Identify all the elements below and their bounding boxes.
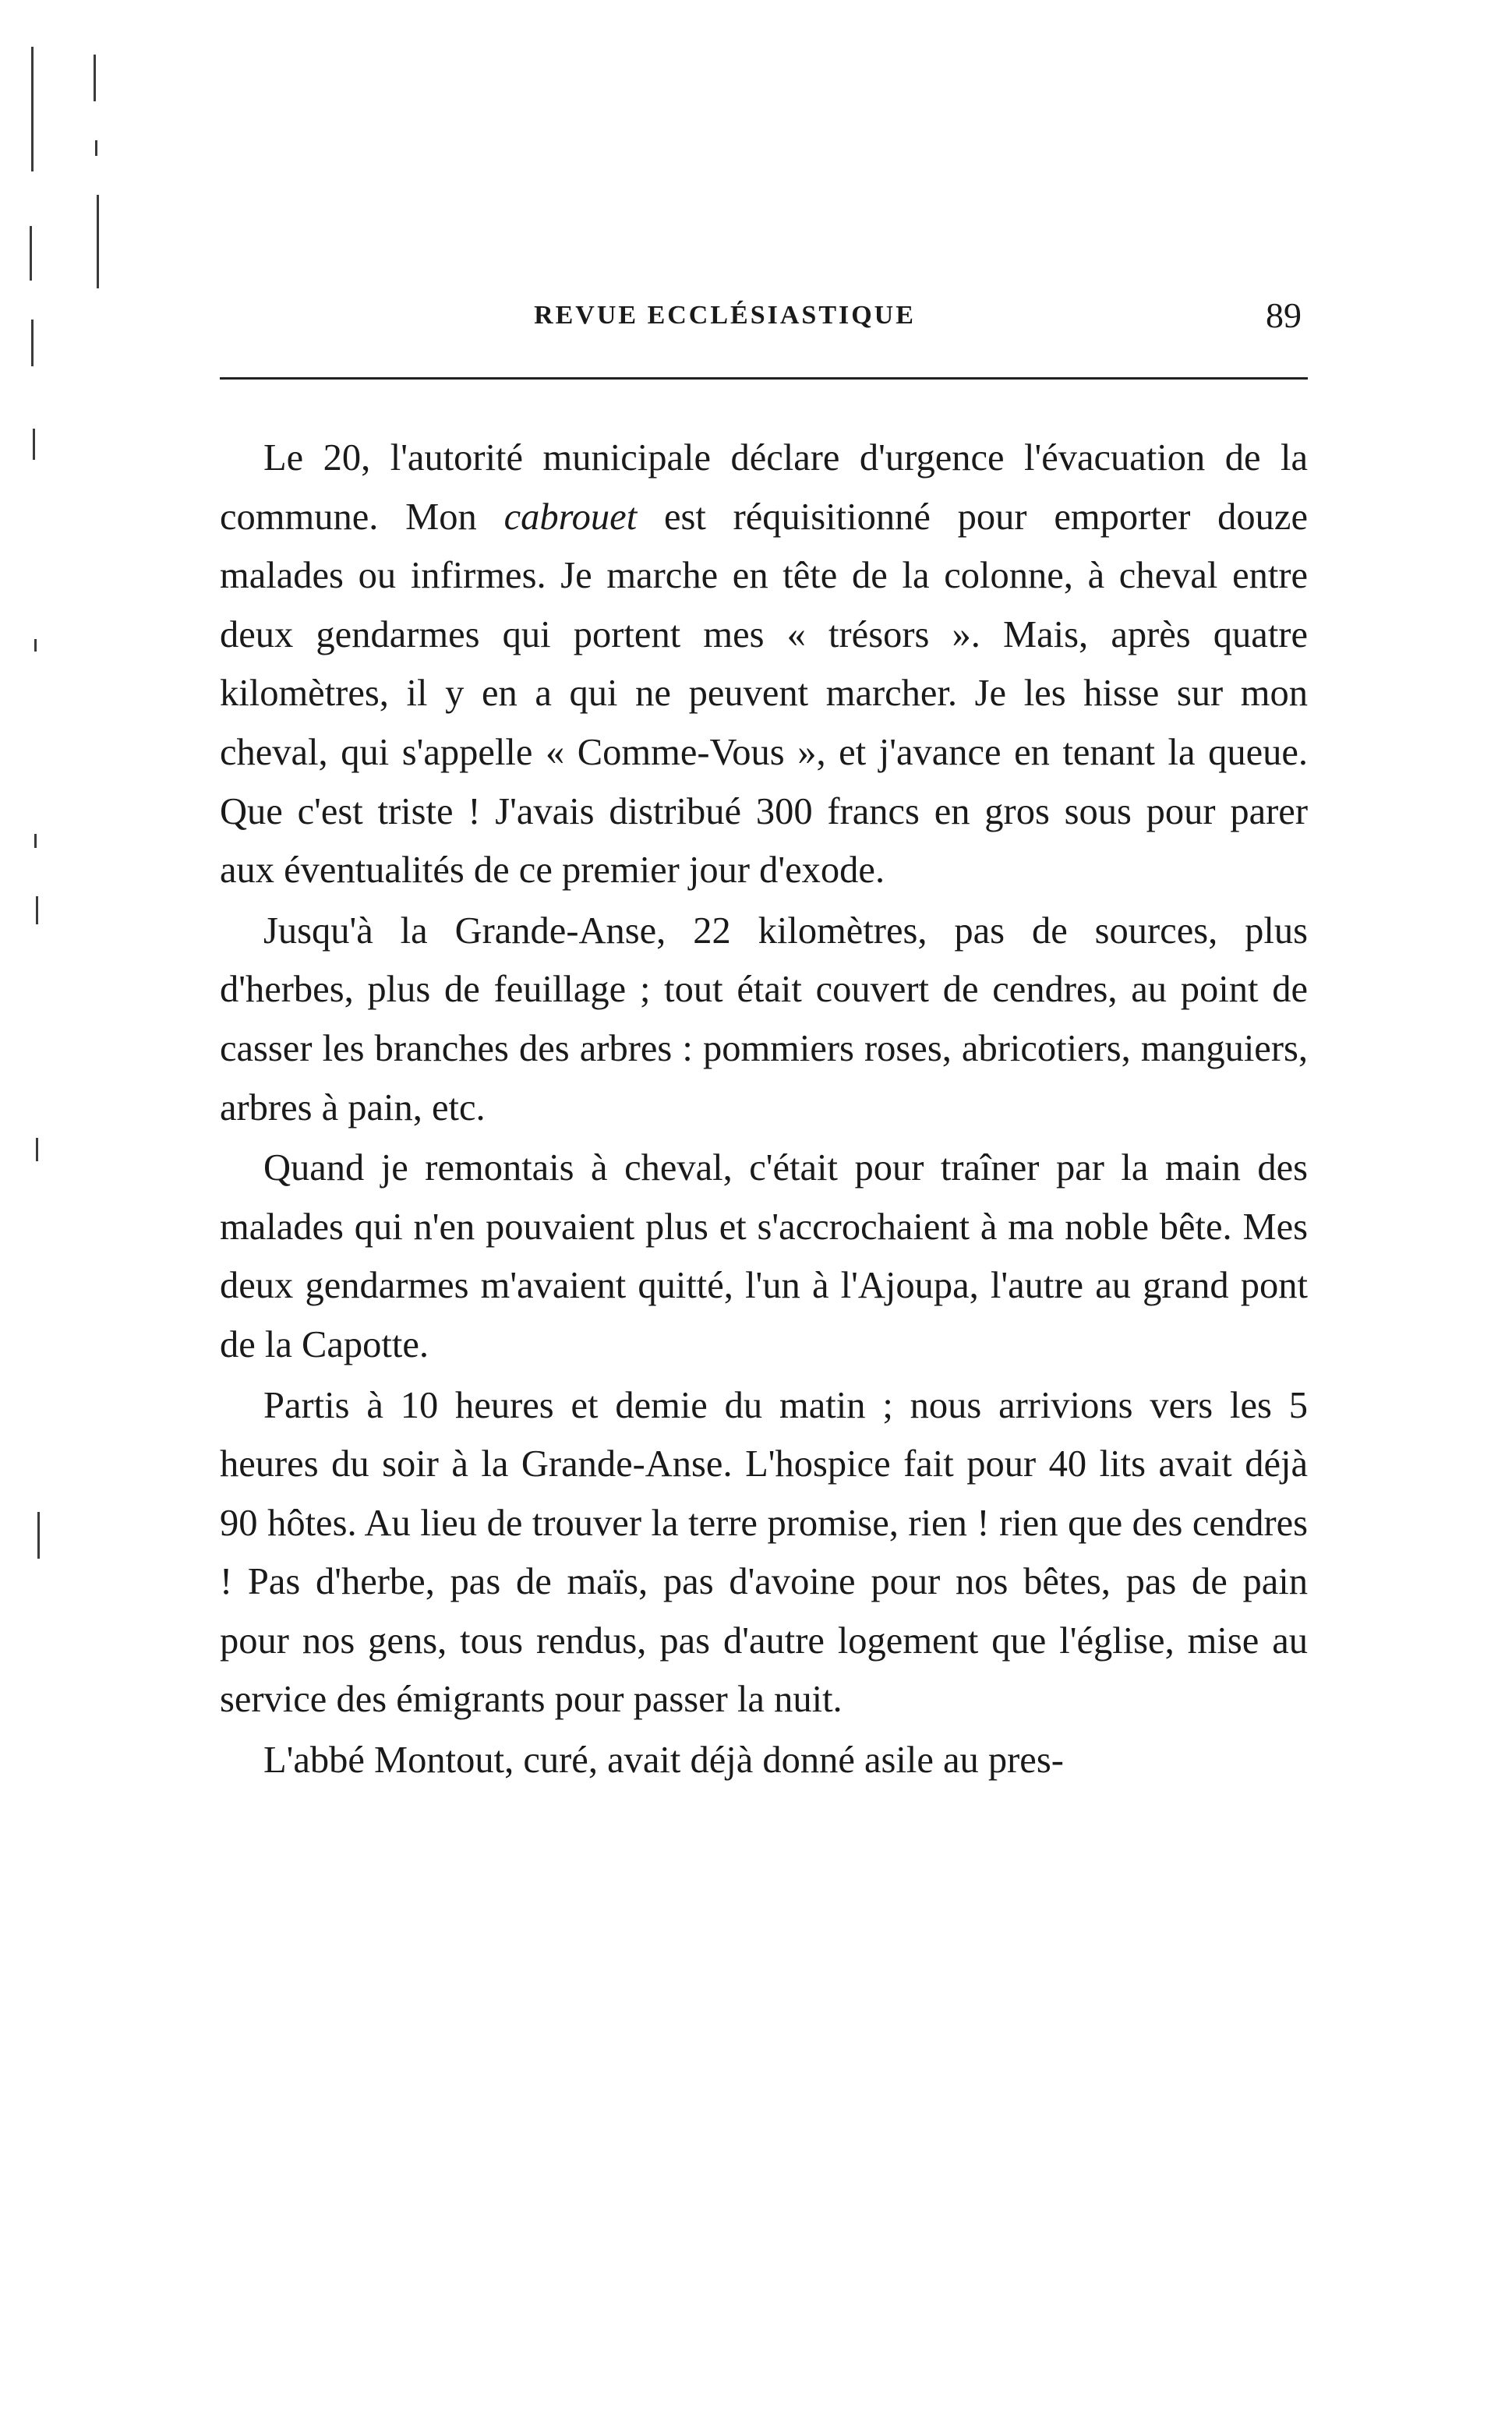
scan-margin-artifacts	[28, 47, 114, 1683]
paragraph-2: Jusqu'à la Grande-Anse, 22 kilomètres, pas de sources, plus d'herbes, plus de feuillage ; tout était couvert de cendres, au point de casser les branches des arbres : pommiers roses, abricotiers, manguiers, arbres à pain, etc.	[220, 909, 1308, 1128]
margin-mark	[36, 896, 38, 924]
paragraph-5: L'abbé Montout, curé, avait déjà donné asile au pres-	[263, 1739, 1064, 1782]
paragraph-3: Quand je remontais à cheval, c'était pour traîner par la main des malades qui n'en pouvaient plus et s'accrochaient à ma noble bête. Mes deux gendarmes m'avaient quitté, l'un à l'Ajoupa, l'autre au grand pont de la Capotte.	[220, 1147, 1308, 1365]
body-text	[220, 429, 1308, 1790]
page-number: 89	[1266, 295, 1302, 335]
paragraph-1-text-b: est réquisitionné pour emporter douze malades ou infirmes. Je marche en tête de la colonne, à cheval entre deux gendarmes qui portent mes « trésors ». Mais, après quatre kilomètres, il y en a qui ne peuvent marcher. Je les hisse sur mon cheval, qui s'appelle « Comme-Vous », et j'avance en tenant la queue. Que c'est triste ! J'avais distribué 300 francs en gros sous pour parer aux éventualités de ce premier jour d'exode.	[220, 496, 1308, 892]
margin-mark	[36, 1138, 38, 1161]
running-title: REVUE ECCLÉSIASTIQUE	[534, 301, 916, 330]
margin-mark	[95, 140, 97, 156]
margin-mark	[94, 55, 96, 101]
running-head	[226, 295, 1302, 348]
margin-mark	[37, 1512, 40, 1559]
margin-mark	[33, 429, 35, 460]
margin-mark	[31, 320, 34, 366]
margin-mark	[31, 47, 34, 171]
paragraph-1-italic-word: cabrouet	[503, 496, 638, 538]
margin-mark	[30, 226, 32, 281]
paragraph-1	[220, 429, 1308, 900]
paragraph-1-text-a: Le 20, l'autorité municipale déclare d'urgence l'évacuation de la commune. Mon	[220, 437, 1308, 538]
header-rule	[220, 377, 1308, 380]
margin-mark	[97, 195, 99, 288]
margin-mark	[34, 834, 37, 848]
paragraph-4: Partis à 10 heures et demie du matin ; nous arrivions vers les 5 heures du soir à la Grande-Anse. L'hospice fait pour 40 lits avait déjà 90 hôtes. Au lieu de trouver la terre promise, rien ! rien que des cendres ! Pas d'herbe, pas de maïs, pas d'avoine pour nos bêtes, pas de pain pour nos gens, tous rendus, pas d'autre logement que l'église, mise au service des émigrants pour passer la nuit.	[220, 1384, 1308, 1721]
margin-mark	[34, 639, 37, 652]
